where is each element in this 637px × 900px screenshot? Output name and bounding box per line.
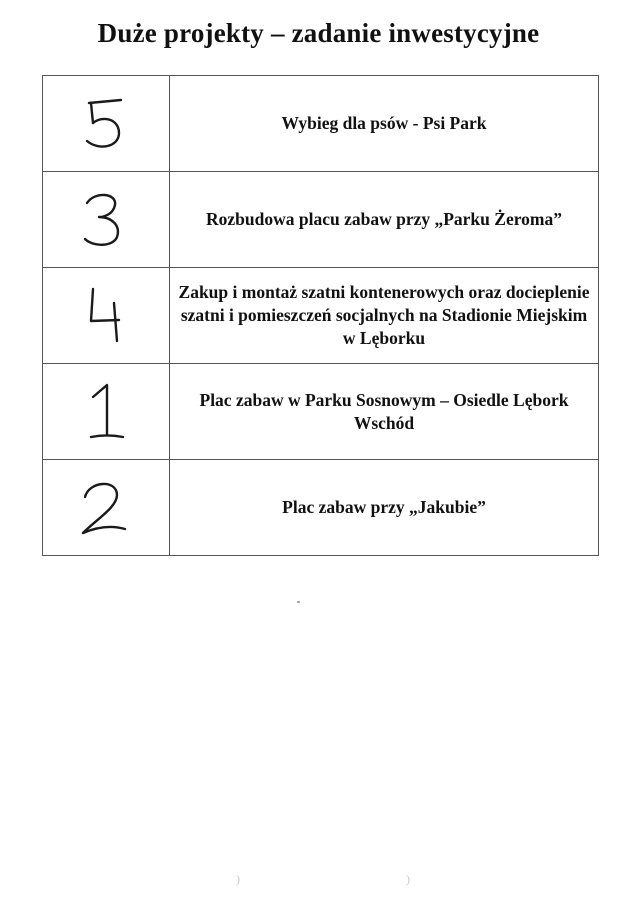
page-title: Duże projekty – zadanie inwestycyjne xyxy=(97,18,540,48)
handwritten-rank-5 xyxy=(71,89,141,159)
table-row xyxy=(43,172,599,268)
rank-cell xyxy=(43,364,170,460)
rank-cell xyxy=(43,460,170,556)
rank-cell xyxy=(43,76,170,172)
table-row xyxy=(43,364,599,460)
table-row xyxy=(43,460,599,556)
project-name: Plac zabaw przy „Jakubie” xyxy=(170,460,599,556)
handwritten-rank-4 xyxy=(71,281,141,351)
rank-cell xyxy=(43,172,170,268)
table-row xyxy=(43,76,599,172)
handwritten-rank-2 xyxy=(71,473,141,543)
project-name: Rozbudowa placu zabaw przy „Parku Żeroma” xyxy=(170,172,599,268)
handwritten-rank-1 xyxy=(71,377,141,447)
scan-artifact: ) xyxy=(406,872,410,886)
project-name: Wybieg dla psów - Psi Park xyxy=(170,76,599,172)
scan-artifact: ) xyxy=(236,872,240,886)
scan-speck xyxy=(297,601,300,603)
handwritten-rank-3 xyxy=(71,185,141,255)
project-name: Plac zabaw w Parku Sosnowym – Osiedle Lębork Wschód xyxy=(170,364,599,460)
project-name: Zakup i montaż szatni kontenerowych oraz docieplenie szatni i pomieszczeń socjalnych na Stadionie Miejskim w Lęborku xyxy=(170,268,599,364)
table-row xyxy=(43,268,599,364)
project-ranking-table xyxy=(42,75,599,556)
rank-cell xyxy=(43,268,170,364)
